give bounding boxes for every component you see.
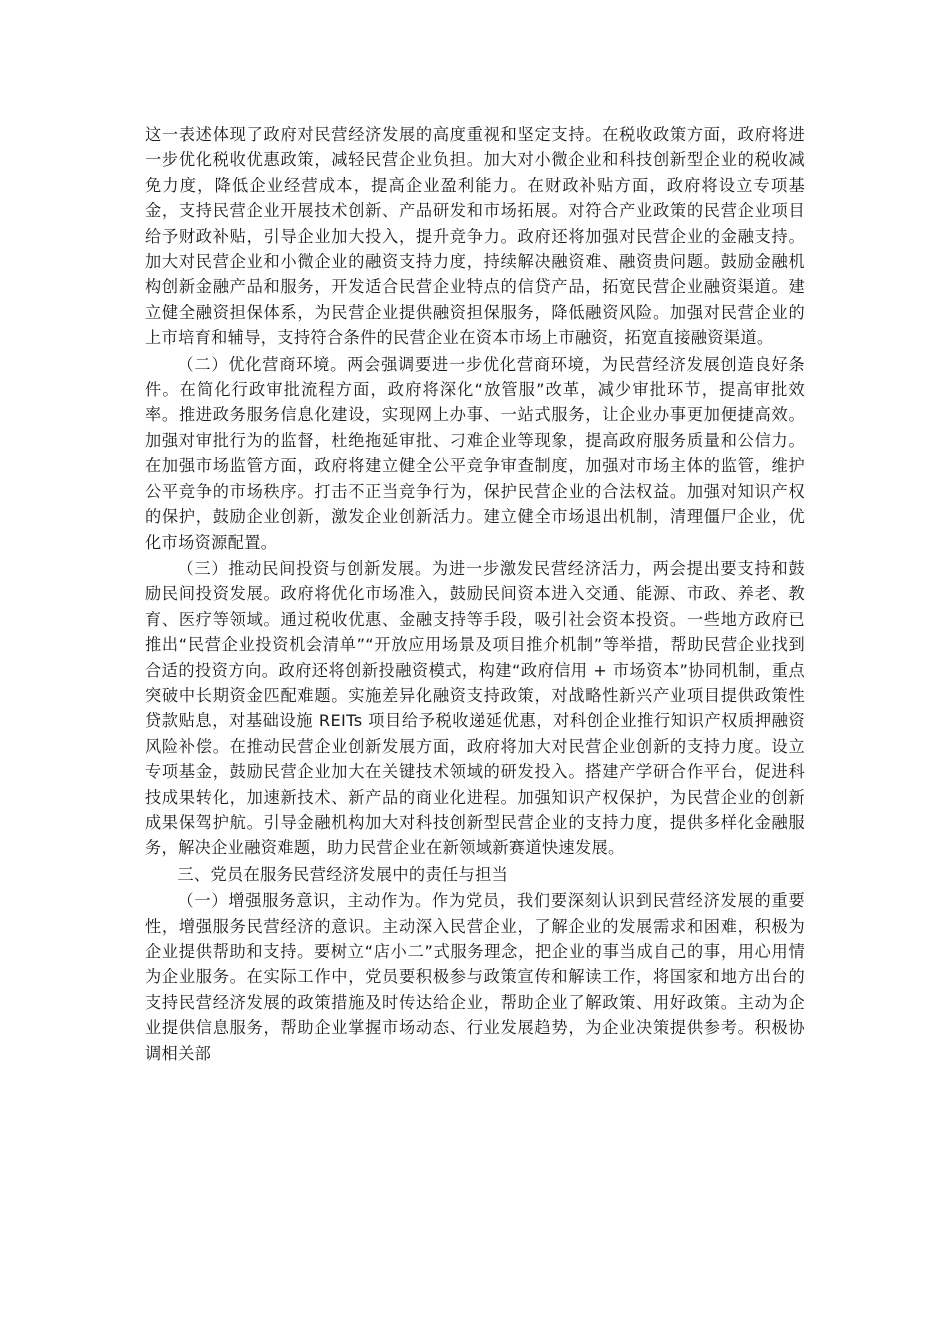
document-body [145,122,805,1067]
paragraph-tax-finance-policy: 这一表述体现了政府对民营经济发展的高度重视和坚定支持。在税收政策方面，政府将进一步优化税收优惠政策，减轻民营企业负担。加大对小微企业和科技创新型企业的税收减免力度，降低企业经营成本，提高企业盈利能力。在财政补贴方面，政府将设立专项基金，支持民营企业开展技术创新、产品研发和市场拓展。对符合产业政策的民营企业项目给予财政补贴，引导企业加大投入，提升竞争力。政府还将加强对民营企业的金融支持。加大对民营企业和小微企业的融资支持力度，持续解决融资难、融资贵问题。鼓励金融机构创新金融产品和服务，开发适合民营企业特点的信贷产品，拓宽民营企业融资渠道。建立健全融资担保体系，为民营企业提供融资担保服务，降低融资风险。加强对民营企业的上市培育和辅导，支持符合条件的民营企业在资本市场上市融资，拓宽直接融资渠道。 [145,125,805,348]
paragraph-service-awareness: （一）增强服务意识，主动作为。作为党员，我们要深刻认识到民营经济发展的重要性，增强服务民营经济的意识。主动深入民营企业，了解企业的发展需求和困难，积极为企业提供帮助和支持。要树立“店小二”式服务理念，把企业的事当成自己的事，用心用情为企业服务。在实际工作中，党员要积极参与政策宣传和解读工作，将国家和地方出台的支持民营经济发展的政策措施及时传达给企业，帮助企业了解政策、用好政策。主动为企业提供信息服务，帮助企业掌握市场动态、行业发展趋势，为企业决策提供参考。积极协调相关部 [145,891,805,1063]
paragraph-private-investment: （三）推动民间投资与创新发展。为进一步激发民营经济活力，两会提出要支持和鼓励民间投资发展。政府将优化市场准入，鼓励民间资本进入交通、能源、市政、养老、教育、医疗等领域。通过税收优惠、金融支持等手段，吸引社会资本投资。一些地方政府已推出“民营企业投资机会清单”“开放应用场景及项目推介机制”等举措，帮助民营企业找到合适的投资方向。政府还将创新投融资模式，构建“政府信用 + 市场资本”协同机制，重点突破中长期资金匹配难题。实施差异化融资支持政策，对战略性新兴产业项目提供政策性贷款贴息，对基础设施 REITs 项目给予税收递延优惠，对科创企业推行知识产权质押融资风险补偿。在推动民营企业创新发展方面，政府将加大对民营企业创新的支持力度。设立专项基金，鼓励民营企业加大在关键技术领域的研发投入。搭建产学研合作平台，促进科技成果转化，加速新技术、新产品的商业化进程。加强知识产权保护，为民营企业的创新成果保驾护航。引导金融机构加大对科技创新型民营企业的支持力度，提供多样化金融服务，解决企业融资难题，助力民营企业在新领域新赛道快速发展。 [145,558,805,858]
paragraph-business-environment: （二）优化营商环境。两会强调要进一步优化营商环境，为民营经济发展创造良好条件。在简化行政审批流程方面，政府将深化“放管服”改革，减少审批环节，提高审批效率。推进政务服务信息化建设，实现网上办事、一站式服务，让企业办事更加便捷高效。加强对审批行为的监督，杜绝拖延审批、刁难企业等现象，提高政府服务质量和公信力。在加强市场监管方面，政府将建立健全公平竞争审查制度，加强对市场主体的监管，维护公平竞争的市场秩序。打击不正当竞争行为，保护民营企业的合法权益。加强对知识产权的保护，鼓励企业创新，激发企业创新活力。建立健全市场退出机制，清理僵尸企业，优化市场资源配置。 [145,354,805,552]
section-heading-party-members: 三、党员在服务民营经济发展中的责任与担当 [177,864,509,884]
